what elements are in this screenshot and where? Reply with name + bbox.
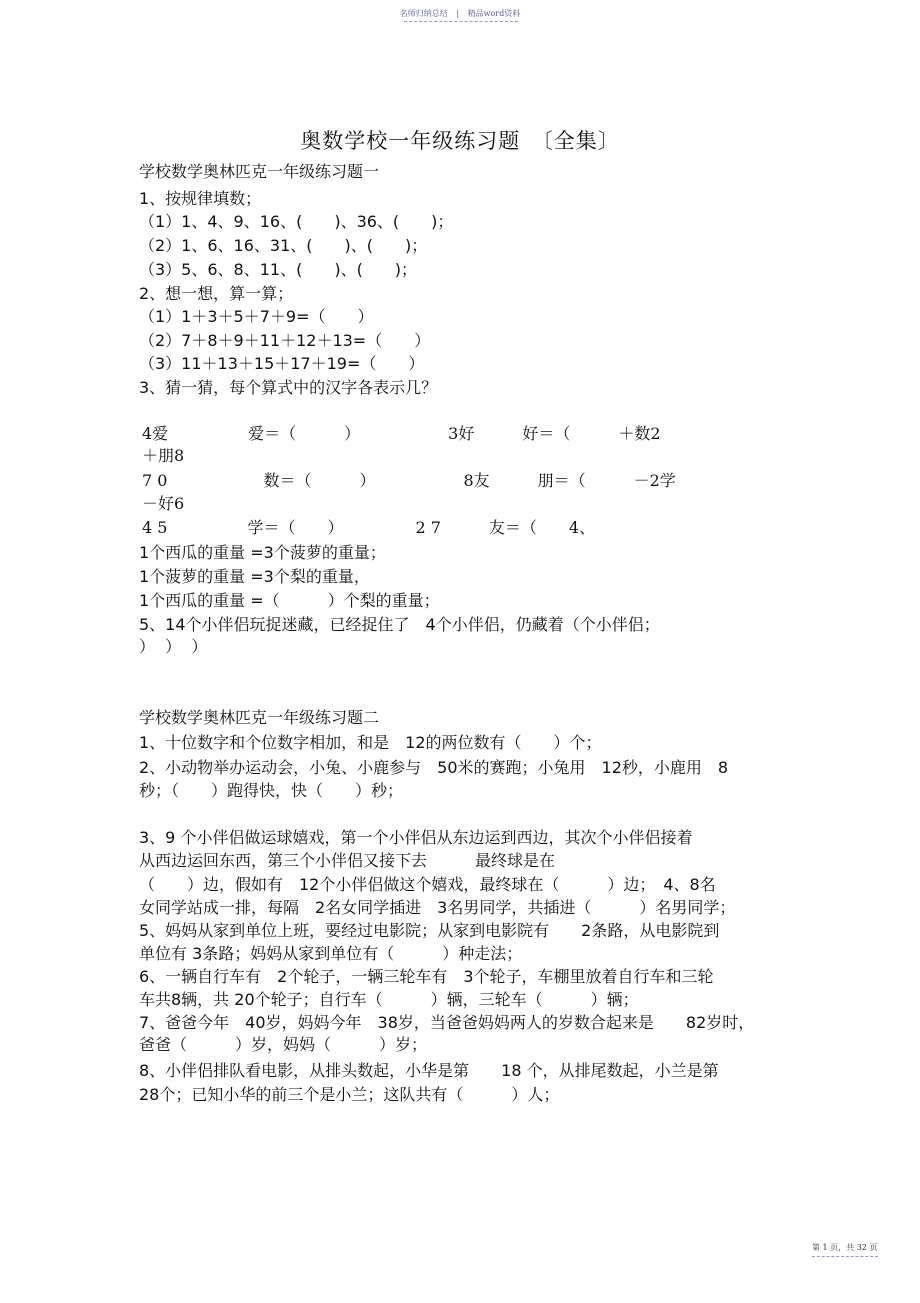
question-line: 1、按规律填数；: [139, 189, 262, 208]
question-line: 1个菠萝的重量 =3个梨的重量，: [139, 567, 370, 586]
question-line: 秒；（ ）跑得快，快（ ）秒；: [139, 781, 404, 800]
question-line: 2、想一想，算一算；: [139, 284, 294, 303]
puzzle-line: 4 5 学＝（ ） 2 7 友＝（ 4、: [142, 518, 596, 537]
header-left-text: 名师归纳总结: [399, 9, 448, 18]
section-heading-1: 学校数学奥林匹克一年级练习题一: [139, 162, 380, 181]
question-line: （3）5、6、8、11、( )、( )；: [139, 260, 418, 279]
page-number: 第 1 页，共 32 页: [812, 1243, 878, 1252]
header-dashed-rule: [404, 21, 518, 22]
question-line: 6、一辆自行车有 2个轮子，一辆三轮车有 3个轮子，车棚里放着自行车和三轮: [139, 967, 714, 986]
question-line: 女同学站成一排，每隔 2名女同学插进 3名男同学，共插进（ ）名男同学；: [139, 898, 736, 917]
page-header: [0, 8, 920, 19]
question-line: 单位有 3条路；妈妈从家到单位有（ ）种走法；: [139, 944, 523, 963]
question-line: 车共8辆，共 20个轮子；自行车（ ）辆，三轮车（ ）辆；: [139, 990, 639, 1009]
footer-dashed-rule: [812, 1256, 878, 1257]
document-title: 奥数学校一年级练习题 〔全集〕: [300, 129, 620, 153]
question-line: （2）7＋8＋9＋11＋12＋13=（ ）: [139, 331, 431, 350]
question-line: （1）1＋3＋5＋7＋9=（ ）: [139, 307, 374, 326]
question-line: 2、小动物举办运动会，小兔、小鹿参与 50米的赛跑；小兔用 12秒，小鹿用 8: [139, 758, 729, 777]
question-line: 1个西瓜的重量 =（ ）个梨的重量；: [139, 591, 440, 610]
header-right-text: 精品word资料: [467, 9, 521, 18]
question-line: 5、妈妈从家到单位上班，要经过电影院；从家到电影院有 2条路，从电影院到: [139, 921, 720, 940]
question-line: （2）1、6、16、31、( )、( )；: [139, 236, 428, 255]
section-heading-2: 学校数学奥林匹克一年级练习题二: [139, 708, 380, 727]
question-line: 爸爸（ ）岁，妈妈（ ）岁；: [139, 1035, 428, 1054]
question-line: 3、9 个小伴侣做运球嬉戏，第一个小伴侣从东边运到西边，其次个小伴侣接着: [139, 828, 693, 847]
puzzle-line: ＋朋8: [142, 446, 185, 465]
question-line: （ ）边，假如有 12个小伴侣做这个嬉戏，最终球在（ ）边； 4、8名: [139, 875, 716, 894]
question-line: （1）1、4、9、16、( )、36、( )；: [139, 212, 454, 231]
question-line: 8、小伴侣排队看电影，从排头数起，小华是第 18 个，从排尾数起，小兰是第: [139, 1061, 719, 1080]
question-line: （3）11＋13＋15＋17＋19=（ ）: [139, 354, 425, 373]
question-line: 1个西瓜的重量 =3个菠萝的重量；: [139, 543, 386, 562]
header-separator: |: [456, 9, 460, 18]
question-line: 28个；已知小华的前三个是小兰；这队共有（ ）人；: [139, 1085, 560, 1104]
puzzle-line: 7 0 数＝（ ） 8友 朋＝（ －2学: [142, 471, 676, 490]
puzzle-line: －好6: [142, 494, 185, 513]
question-line: 3、猜一猜，每个算式中的汉字各表示几？: [139, 378, 438, 397]
question-line: ） ） ）: [139, 637, 208, 656]
question-line: 7、爸爸今年 40岁，妈妈今年 38岁，当爸爸妈妈两人的岁数合起来是 82岁时，: [139, 1013, 755, 1032]
question-line: 1、十位数字和个位数字相加，和是 12的两位数有（ ）个；: [139, 733, 602, 752]
question-line: 5、14个小伴侣玩捉迷藏，已经捉住了 4个小伴侣，仍藏着（个小伴侣；: [139, 615, 660, 634]
puzzle-line: 4爱 爱＝（ ） 3好 好＝（ ＋数2: [142, 424, 661, 443]
question-line: 从西边运回东西，第三个小伴侣又接下去 最终球是在: [139, 851, 556, 870]
